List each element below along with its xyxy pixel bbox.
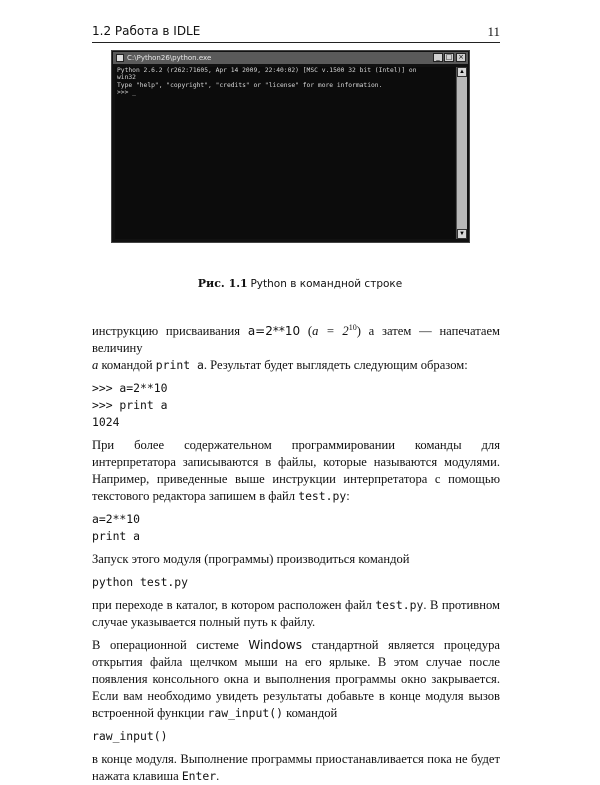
- console-scrollbar[interactable]: [456, 67, 467, 239]
- paragraph: [92, 637, 500, 722]
- text: :: [346, 489, 350, 504]
- inline-code: test.py: [375, 598, 424, 613]
- code-block: [92, 511, 500, 545]
- console-prompt: >>> _: [117, 89, 136, 97]
- section-title: 1.2 Работа в IDLE: [92, 24, 201, 38]
- console-app-icon: [116, 54, 124, 62]
- scroll-up-arrow-icon[interactable]: ▲: [457, 67, 467, 77]
- inline-code: Enter: [181, 769, 217, 784]
- scroll-down-arrow-icon[interactable]: ▼: [457, 229, 467, 239]
- inline-code: a=2**10: [247, 324, 301, 339]
- text: ) а затем — напечатаем величину: [92, 324, 501, 356]
- console-line: Type "help", "copyright", "credits" or "license" for more information.: [117, 81, 383, 89]
- console-output[interactable]: [115, 67, 455, 239]
- code-block: python test.py: [92, 575, 189, 590]
- code-block: raw_input(): [92, 729, 168, 744]
- paragraph: [92, 437, 500, 505]
- text: В операционной системе: [92, 638, 249, 653]
- text: . В противном случае указывается полный путь к файлу.: [92, 598, 500, 630]
- figure-caption-text: Python в командной строке: [250, 278, 403, 290]
- code-block: [92, 380, 500, 431]
- paragraph: [92, 597, 500, 631]
- close-button[interactable]: ×: [456, 53, 466, 62]
- text: командой: [98, 358, 156, 373]
- text: командой: [282, 706, 338, 721]
- figure-caption: [0, 277, 600, 290]
- math-variable: a: [92, 358, 99, 373]
- inline-code: print a: [155, 358, 204, 373]
- console-line: Python 2.6.2 (r262:71605, Apr 14 2009, 22:40:02) [MSC v.1500 32 bit (Intel)] on: [117, 67, 417, 74]
- math-expression: a = 2: [312, 324, 349, 339]
- console-titlebar: [113, 52, 468, 64]
- page-body: [92, 319, 500, 785]
- paragraph: [92, 319, 500, 374]
- paragraph: [92, 751, 500, 785]
- inline-code: raw_input(): [207, 706, 283, 721]
- figure-label: Рис. 1.1: [197, 277, 248, 290]
- text: при переходе в каталог, в котором расположен файл: [92, 598, 376, 613]
- text: в конце модуля. Выполнение программы приостанавливается пока не будет нажата клавиша: [92, 752, 500, 784]
- maximize-button[interactable]: □: [445, 53, 453, 61]
- minimize-button[interactable]: _: [433, 53, 443, 62]
- code-line: print a: [92, 529, 141, 544]
- paragraph: Запуск этого модуля (программы) производиться командой: [92, 552, 410, 567]
- code-line: >>> print a: [92, 398, 168, 413]
- text: . Результат будет выглядеть следующим образом:: [203, 358, 468, 373]
- text: .: [216, 769, 220, 784]
- inline-code: test.py: [298, 489, 347, 504]
- console-window-title: C:\Python26\python.exe: [127, 54, 212, 62]
- text: (: [300, 324, 313, 339]
- code-line: >>> a=2**10: [92, 381, 168, 396]
- running-header: [92, 22, 500, 43]
- code-line: 1024: [92, 415, 120, 430]
- text: При более содержательном программировании команды для интерпретатора записываются в файлы, которые называются модулями. Например, приведенные выше инструкции интерпретатора с помощью текстового редактора запишем в файл: [92, 438, 500, 504]
- code-line: a=2**10: [92, 512, 141, 527]
- console-window-screenshot: [111, 50, 470, 243]
- page-number: 11: [487, 24, 500, 39]
- math-exponent: 10: [348, 323, 357, 332]
- os-name: Windows: [248, 638, 302, 653]
- text: инструкцию присваивания: [92, 324, 248, 339]
- console-line: win32: [117, 74, 136, 82]
- text: стандартной является процедура открытия файла щелчком мыши на его ярлыке. В этом случае после появления консольного окна и выполнения программы окно закрывается. Если вам необходимо увидеть результаты добавьте в конце модуля вызов встроенной функции: [92, 638, 500, 721]
